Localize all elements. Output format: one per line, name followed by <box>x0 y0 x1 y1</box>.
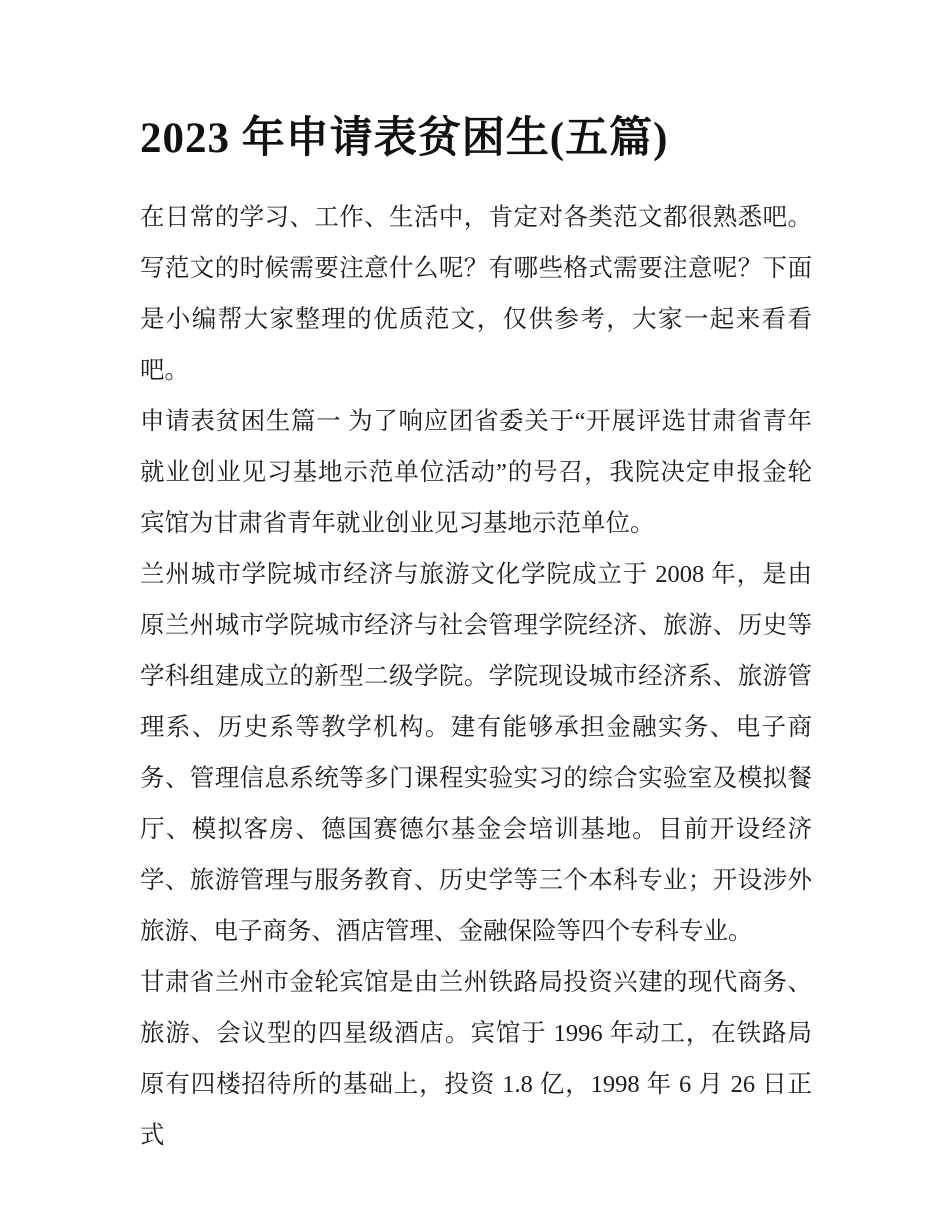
document-title: 2023 年申请表贫困生(五篇) <box>140 115 669 162</box>
body-paragraph-hotel: 甘肃省兰州市金轮宾馆是由兰州铁路局投资兴建的现代商务、旅游、会议型的四星级酒店。宾馆于 1996 年动工，在铁路局原有四楼招待所的基础上，投资 1.8 亿，1998 年 6 月 26 日正式 <box>140 968 812 1149</box>
document-body <box>140 192 812 1161</box>
body-paragraph-intro: 在日常的学习、工作、生活中，肯定对各类范文都很熟悉吧。写范文的时候需要注意什么呢？有哪些格式需要注意呢？下面是小编帮大家整理的优质范文，仅供参考，大家一起来看看吧。 <box>140 203 812 384</box>
body-paragraph-college: 兰州城市学院城市经济与旅游文化学院成立于 2008 年，是由原兰州城市学院城市经济与社会管理学院经济、旅游、历史等学科组建成立的新型二级学院。学院现设城市经济系、旅游管理系、历史系等教学机构。建有能够承担金融实务、电子商务、管理信息系统等多门课程实验实习的综合实验室及模拟餐厅、模拟客房、德国赛德尔基金会培训基地。目前开设经济学、旅游管理与服务教育、历史学等三个本科专业；开设涉外旅游、电子商务、酒店管理、金融保险等四个专科专业。 <box>140 560 812 945</box>
body-paragraph-section1: 申请表贫困生篇一 为了响应团省委关于“开展评选甘肃省青年就业创业见习基地示范单位活动”的号召，我院决定申报金轮宾馆为甘肃省青年就业创业见习基地示范单位。 <box>140 407 812 537</box>
